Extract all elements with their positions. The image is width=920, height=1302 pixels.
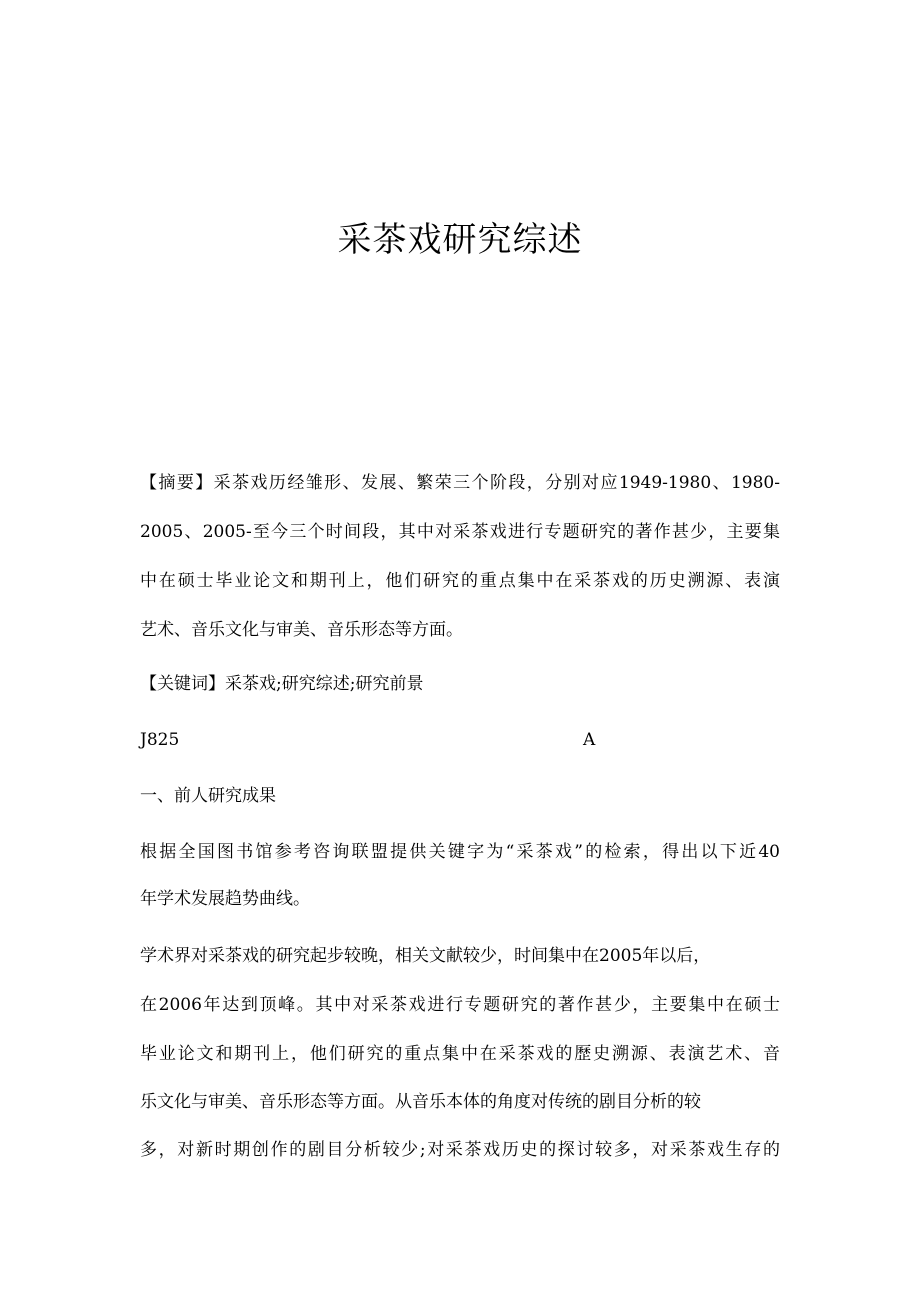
paragraph-2-line-3: 毕业论文和期刊上，他们研究的重点集中在采茶戏的歷史溯源、表演艺术、音 (140, 1044, 780, 1064)
paragraph-1-line-1: 根据全国图书馆参考咨询联盟提供关键字为“采茶戏”的检索，得出以下近40 (140, 842, 780, 862)
classification-number: J825 (140, 730, 180, 750)
paragraph-2-line-1: 学术界对采茶戏的研究起步较晚，相关文献较少，时间集中在2005年以后， (140, 946, 711, 966)
paragraph-2-line-2: 在2006年达到顶峰。其中对采茶戏进行专题研究的著作甚少，主要集中在硕士 (140, 995, 780, 1015)
classification-row (140, 727, 780, 753)
abstract-line-4: 艺术、音乐文化与审美、音乐形态等方面。 (140, 620, 463, 640)
section-heading: 一、前人研究成果 (140, 786, 276, 806)
paragraph-2-line-5: 多，对新时期创作的剧目分析较少;对采茶戏历史的探讨较多，对采茶戏生存的 (140, 1140, 780, 1160)
keywords-line: 【关键词】采茶戏;研究综述;研究前景 (140, 674, 424, 694)
abstract-line-3: 中在硕士毕业论文和期刊上，他们研究的重点集中在采茶戏的历史溯源、表演 (140, 571, 780, 591)
document-code: A (583, 730, 596, 750)
abstract-line-1: 【摘要】采茶戏历经雏形、发展、繁荣三个阶段，分别对应1949-1980、1980- (140, 473, 780, 493)
paragraph-1-line-2: 年学术发展趋势曲线。 (140, 889, 310, 909)
document-title: 采茶戏研究综述 (337, 220, 583, 260)
abstract-line-2: 2005、2005-至今三个时间段，其中对采茶戏进行专题研究的著作甚少，主要集 (140, 522, 780, 542)
paragraph-2-line-4: 乐文化与审美、音乐形态等方面。从音乐本体的角度对传统的剧目分析的较 (140, 1092, 701, 1112)
